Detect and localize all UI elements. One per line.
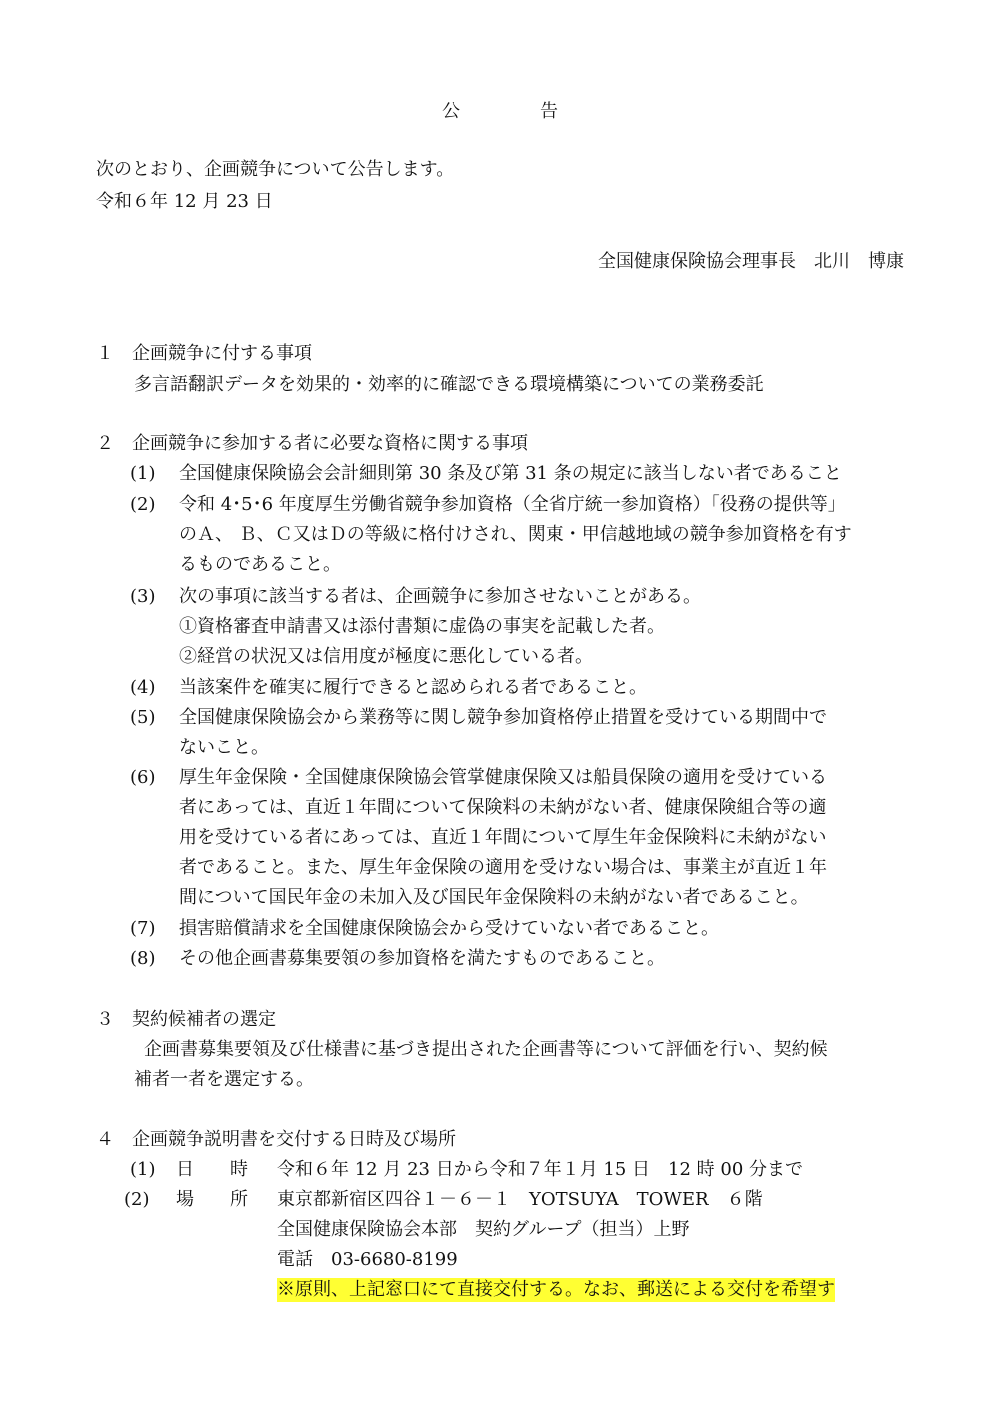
section-2-item-line: 損害賠償請求を全国健康保険協会から受けていない者であること。 xyxy=(179,918,719,939)
section-3-line: 補者一者を選定する。 xyxy=(134,1069,314,1090)
intro-text: 次のとおり、企画競争について公告します。 xyxy=(96,159,455,180)
section-2-item-line: 用を受けている者にあっては、直近１年間について厚生年金保険料に未納がない xyxy=(179,827,827,848)
section-2-item-num: (8) xyxy=(130,948,156,969)
section-4-item-label: 日 時 xyxy=(176,1159,248,1180)
section-2-item-line: 全国健康保険協会会計細則第 30 条及び第 31 条の規定に該当しない者であること xyxy=(179,463,842,484)
section-1-body: 多言語翻訳データを効果的・効率的に確認できる環境構築についての業務委託 xyxy=(134,374,764,395)
announcement-date: 令和６年 12 月 23 日 xyxy=(96,191,273,212)
section-2-item-line: 令和 4･5･6 年度厚生労働省競争参加資格（全省庁統一参加資格）「役務の提供等」 xyxy=(179,494,846,515)
section-2-heading: ２ 企画競争に参加する者に必要な資格に関する事項 xyxy=(96,433,528,454)
issuer-name: 全国健康保険協会理事長 北川 博康 xyxy=(598,251,904,272)
section-4-item-num: (2) xyxy=(124,1189,150,1210)
section-4-item-value: 全国健康保険協会本部 契約グループ（担当）上野 xyxy=(277,1219,690,1240)
section-3-heading: ３ 契約候補者の選定 xyxy=(96,1009,276,1030)
document-title xyxy=(0,100,1000,124)
section-4-heading: ４ 企画競争説明書を交付する日時及び場所 xyxy=(96,1129,456,1150)
section-1-heading: １ 企画競争に付する事項 xyxy=(96,343,312,364)
section-2-item-num: (3) xyxy=(130,586,156,607)
section-3-line: 企画書募集要領及び仕様書に基づき提出された企画書等について評価を行い、契約候 xyxy=(144,1039,828,1060)
section-4-item-num: (1) xyxy=(130,1159,156,1180)
section-2-item-line: 当該案件を確実に履行できると認められる者であること。 xyxy=(179,677,647,698)
section-2-item-line: 者にあっては、直近１年間について保険料の未納がない者、健康保険組合等の適 xyxy=(179,797,827,818)
section-2-item-line: ないこと。 xyxy=(179,737,269,758)
section-2-item-line: 者であること。また、厚生年金保険の適用を受けない場合は、事業主が直近１年 xyxy=(179,857,827,878)
section-2-item-line: 全国健康保険協会から業務等に関し競争参加資格停止措置を受けている期間中で xyxy=(179,707,827,728)
section-2-item-line: るものであること。 xyxy=(179,554,341,575)
section-2-item-line: ②経営の状況又は信用度が極度に悪化している者。 xyxy=(179,646,593,667)
title-char-1: 公 xyxy=(442,101,460,122)
section-2-item-num: (6) xyxy=(130,767,156,788)
section-2-item-line: 次の事項に該当する者は、企画競争に参加させないことがある。 xyxy=(179,586,701,607)
section-4-item-value: 令和６年 12 月 23 日から令和７年１月 15 日 12 時 00 分まで xyxy=(277,1159,804,1180)
section-2-item-num: (5) xyxy=(130,707,156,728)
section-2-item-line: 間について国民年金の未加入及び国民年金保険料の未納がない者であること。 xyxy=(179,887,809,908)
section-2-item-line: のＡ、 Ｂ、Ｃ又はＤの等級に格付けされ、関東・甲信越地域の競争参加資格を有す xyxy=(179,524,852,545)
section-2-item-line: その他企画書募集要領の参加資格を満たすものであること。 xyxy=(179,948,665,969)
section-4-item-value: 東京都新宿区四谷１－６－１ YOTSUYA TOWER ６階 xyxy=(277,1189,763,1210)
section-2-item-num: (7) xyxy=(130,918,156,939)
title-char-2: 告 xyxy=(540,101,558,122)
section-2-item-line: 厚生年金保険・全国健康保険協会管掌健康保険又は船員保険の適用を受けている xyxy=(179,767,827,788)
section-4-item-label: 場 所 xyxy=(176,1189,248,1210)
section-4-item-value: 電話 03-6680-8199 xyxy=(277,1249,458,1270)
section-2-item-num: (2) xyxy=(130,494,156,515)
section-2-item-num: (4) xyxy=(130,677,156,698)
section-2-item-num: (1) xyxy=(130,463,156,484)
highlighted-note: ※原則、上記窓口にて直接交付する。なお、郵送による交付を希望す xyxy=(277,1279,835,1300)
section-2-item-line: ①資格審査申請書又は添付書類に虚偽の事実を記載した者。 xyxy=(179,616,665,637)
